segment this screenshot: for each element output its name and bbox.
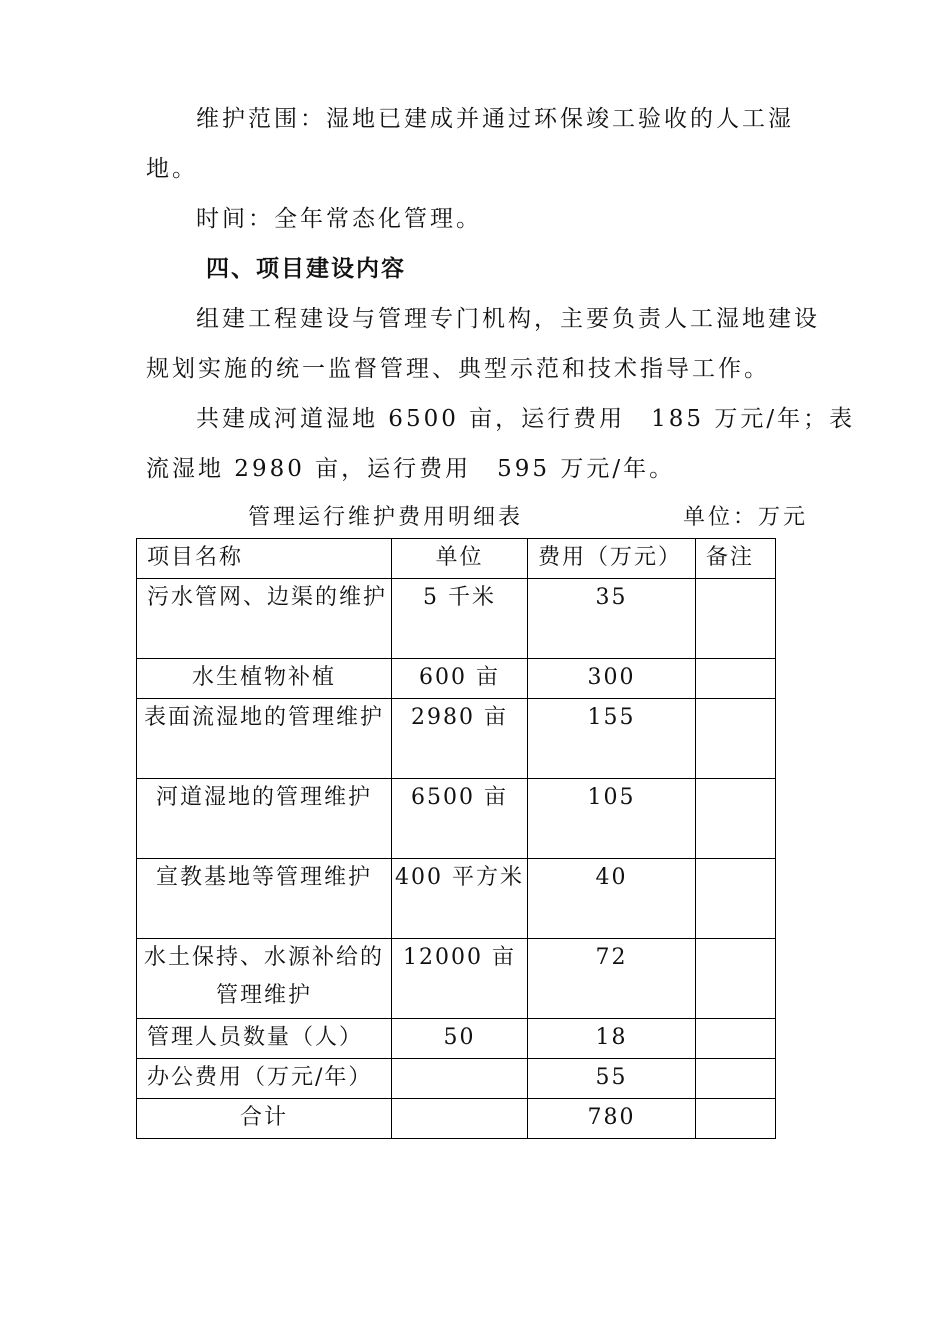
table-row (137, 1019, 776, 1059)
cell-unit (392, 1099, 528, 1139)
cell-note (696, 939, 776, 1019)
paragraph-organization-line2: 规划实施的统一监督管理、典型示范和技术指导工作。 (146, 356, 770, 382)
cell-cost: 155 (528, 699, 696, 779)
header-note: 备注 (696, 539, 776, 579)
cell-unit: 5 千米 (392, 579, 528, 659)
cell-note (696, 579, 776, 659)
paragraph-scope-line1: 维护范围：湿地已建成并通过环保竣工验收的人工湿 (196, 106, 794, 132)
table-caption: 管理运行维护费用明细表 (248, 505, 524, 530)
cell-unit (392, 1059, 528, 1099)
table-row (137, 779, 776, 859)
cell-total-cost: 780 (528, 1099, 696, 1139)
cell-unit: 50 (392, 1019, 528, 1059)
cell-cost: 105 (528, 779, 696, 859)
cell-note (696, 1099, 776, 1139)
cell-item-name: 水生植物补植 (137, 659, 392, 699)
table-row (137, 659, 776, 699)
table-unit: 单位：万元 (683, 505, 809, 530)
cell-unit: 2980 亩 (392, 699, 528, 779)
cell-total-label: 合计 (137, 1099, 392, 1139)
cell-note (696, 1059, 776, 1099)
cell-item-name: 污水管网、边渠的维护 (137, 579, 392, 659)
cost-table (136, 538, 776, 1139)
table-row (137, 1059, 776, 1099)
cell-unit: 400 平方米 (392, 859, 528, 939)
table-header-row (137, 539, 776, 579)
cell-item-name: 宣教基地等管理维护 (137, 859, 392, 939)
header-cost: 费用（万元） (528, 539, 696, 579)
cell-cost: 35 (528, 579, 696, 659)
header-unit: 单位 (392, 539, 528, 579)
cell-item-name: 表面流湿地的管理维护 (137, 699, 392, 779)
cell-item-name: 办公费用（万元/年） (137, 1059, 392, 1099)
cell-cost: 40 (528, 859, 696, 939)
paragraph-wetland-line1: 共建成河道湿地 6500 亩，运行费用 185 万元/年；表 (196, 406, 856, 432)
cell-note (696, 1019, 776, 1059)
cell-note (696, 659, 776, 699)
cell-note (696, 699, 776, 779)
table-row (137, 579, 776, 659)
paragraph-time: 时间：全年常态化管理。 (196, 206, 482, 232)
section-heading: 四、项目建设内容 (206, 255, 406, 282)
paragraph-organization-line1: 组建工程建设与管理专门机构，主要负责人工湿地建设 (196, 306, 820, 332)
cell-note (696, 779, 776, 859)
cell-cost: 55 (528, 1059, 696, 1099)
table-row (137, 699, 776, 779)
cell-cost: 300 (528, 659, 696, 699)
cell-cost: 18 (528, 1019, 696, 1059)
cell-unit: 12000 亩 (392, 939, 528, 1019)
table-row (137, 859, 776, 939)
paragraph-scope-line2: 地。 (146, 156, 198, 182)
cell-note (696, 859, 776, 939)
cell-item-name: 水土保持、水源补给的管理维护 (137, 939, 392, 1019)
cell-item-name: 管理人员数量（人） (137, 1019, 392, 1059)
table-row (137, 939, 776, 1019)
table-total-row (137, 1099, 776, 1139)
cell-unit: 600 亩 (392, 659, 528, 699)
header-item-name: 项目名称 (137, 539, 392, 579)
paragraph-wetland-line2: 流湿地 2980 亩，运行费用 595 万元/年。 (146, 456, 676, 482)
cell-item-name: 河道湿地的管理维护 (137, 779, 392, 859)
cell-cost: 72 (528, 939, 696, 1019)
cell-unit: 6500 亩 (392, 779, 528, 859)
